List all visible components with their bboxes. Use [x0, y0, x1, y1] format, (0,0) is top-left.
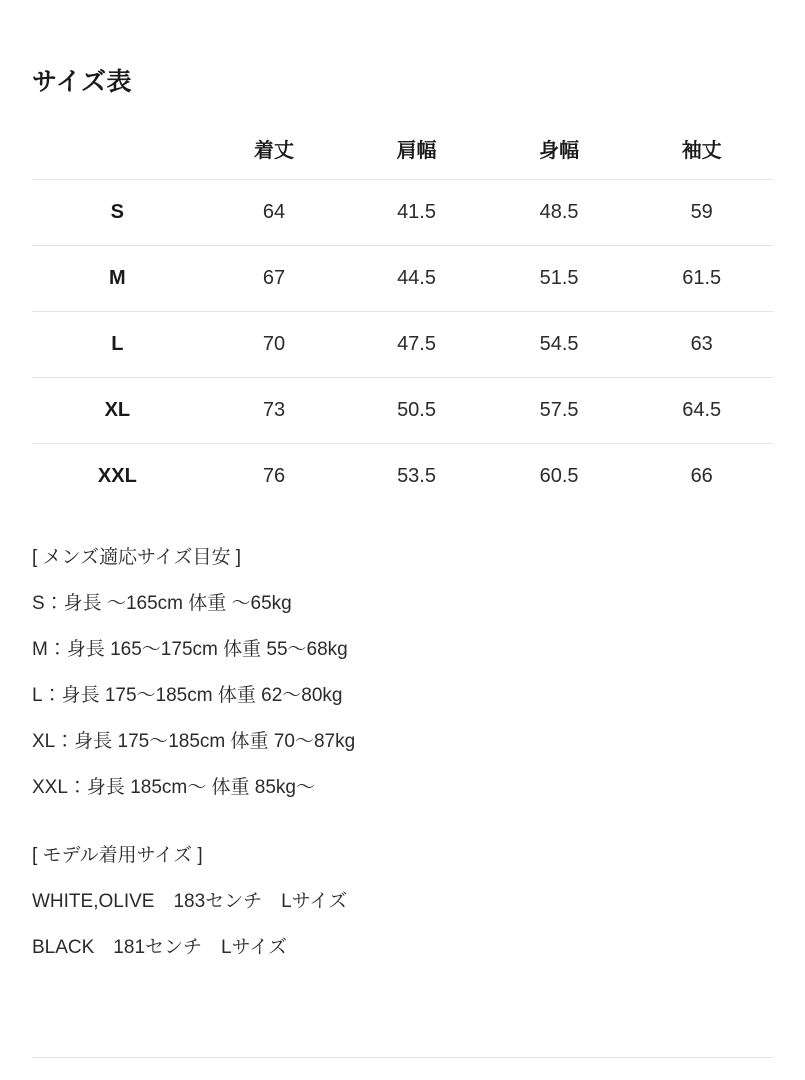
table-header-row: [32, 126, 773, 180]
cell-kitake: 73: [262, 399, 286, 421]
cell-katahaba: 44.5: [397, 267, 436, 289]
bottom-divider: [32, 1057, 773, 1058]
model-size-line-white-olive: WHITE,OLIVE 183センチ Lサイズ: [32, 891, 348, 912]
cell-sodetake: 66: [690, 465, 713, 487]
row-header-size: XXL: [97, 465, 137, 487]
size-table-body: [32, 180, 773, 510]
row-header-size: L: [111, 333, 124, 355]
cell-mihaba: 54.5: [539, 333, 579, 355]
mens-size-guide-line-xl: XL：身長 175〜185cm 体重 70〜87kg: [32, 731, 356, 752]
cell-kitake: 64: [262, 201, 286, 223]
cell-kitake: 67: [262, 267, 286, 289]
column-header-mihaba: 身幅: [539, 140, 580, 162]
cell-katahaba: 50.5: [397, 399, 436, 421]
size-table: [32, 126, 773, 509]
mens-size-guide-line-s: S：身長 〜165cm 体重 〜65kg: [32, 593, 292, 614]
cell-kitake: 70: [262, 333, 286, 355]
table-row: [32, 312, 773, 378]
notes-section: [32, 535, 773, 971]
cell-sodetake: 59: [690, 201, 713, 223]
mens-size-guide-line-xxl: XXL：身長 185cm〜 体重 85kg〜: [32, 777, 315, 798]
cell-mihaba: 48.5: [539, 201, 579, 223]
mens-size-guide-line-l: L：身長 175〜185cm 体重 62〜80kg: [32, 685, 343, 706]
row-header-size: S: [110, 201, 125, 223]
cell-katahaba: 47.5: [397, 333, 436, 355]
cell-sodetake: 64.5: [682, 399, 722, 421]
table-row: [32, 378, 773, 444]
cell-katahaba: 41.5: [397, 201, 436, 223]
table-row: [32, 246, 773, 312]
cell-mihaba: 60.5: [539, 465, 579, 487]
model-size-line-black: BLACK 181センチ Lサイズ: [32, 937, 288, 958]
cell-mihaba: 57.5: [539, 399, 579, 421]
mens-size-guide-heading: [ メンズ適応サイズ目安 ]: [32, 547, 242, 568]
row-header-size: XL: [104, 399, 131, 421]
table-row: [32, 444, 773, 510]
size-table-head: [32, 126, 773, 180]
table-row: [32, 180, 773, 246]
table-corner-cell: [32, 126, 203, 180]
cell-katahaba: 53.5: [397, 465, 436, 487]
cell-sodetake: 63: [690, 333, 713, 355]
cell-kitake: 76: [262, 465, 286, 487]
model-size-heading: [ モデル着用サイズ ]: [32, 845, 203, 866]
cell-sodetake: 61.5: [682, 267, 722, 289]
cell-mihaba: 51.5: [539, 267, 579, 289]
notes-spacer: [32, 811, 773, 833]
column-header-katahaba: 肩幅: [396, 140, 437, 162]
page-title: サイズ表: [32, 68, 133, 96]
row-header-size: M: [109, 267, 126, 289]
column-header-sodetake: 袖丈: [681, 140, 722, 162]
mens-size-guide-line-m: M：身長 165〜175cm 体重 55〜68kg: [32, 639, 348, 660]
column-header-kitake: 着丈: [253, 140, 294, 162]
